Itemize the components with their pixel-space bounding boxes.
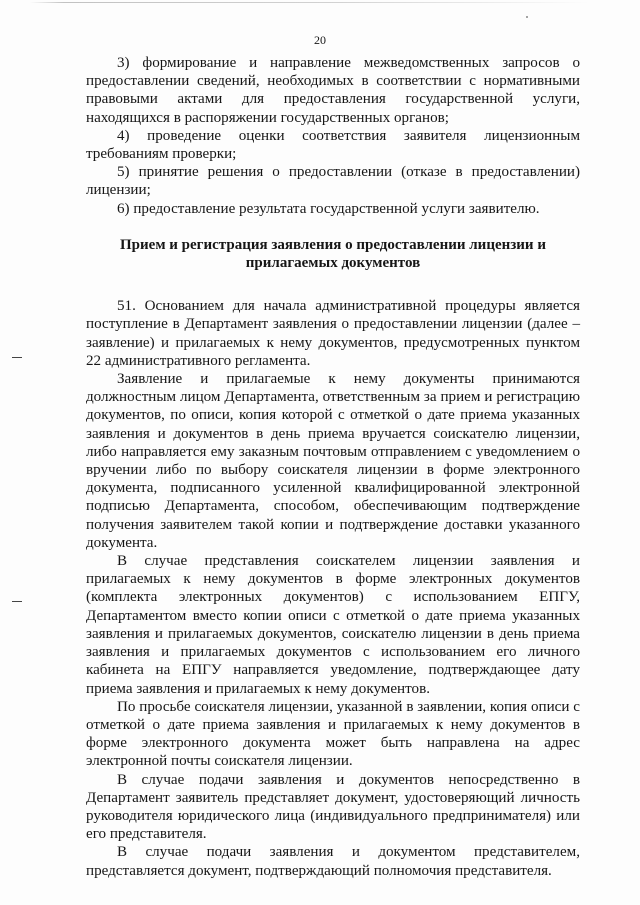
paragraph: В случае подачи заявления и документом представителем, представляется документ, подтверждающий полномочия представителя. xyxy=(86,844,580,879)
paragraph: По просьбе соискателя лицензии, указанной в заявлении, копия описи с отметкой о дате приема заявления и прилагаемых к нему документов в форме электронного документа может быть направлена на адрес электронной почты соискателя лицензии. xyxy=(86,698,580,770)
paragraph: Заявление и прилагаемые к нему документы принимаются должностным лицом Департамента, ответственным за прием и регистрацию документов, по описи, копия которой с отметкой о дате приема указанных заявления и документов в день приема вручается соискателю лицензии, либо направляется ему заказным почтовым отправлением с уведомлением о вручении либо по выбору соискателя лицензии в форме электронного документа, подписанного усиленной квалифицированной электронной подписью Департамента, способом, обеспечивающим подтверждение получения заявителем такой копии и подтверждение доставки указанного документа. xyxy=(86,371,580,551)
list-item: 5) принятие решения о предоставлении (отказе в предоставлении) лицензии; xyxy=(86,164,580,199)
margin-mark xyxy=(12,357,22,358)
paragraph: В случае подачи заявления и документов непосредственно в Департамент заявитель представляет документ, удостоверяющий личность руководителя юридического лица (индивидуального предпринимателя) или его представителя. xyxy=(86,771,580,843)
section-heading: Прием и регистрация заявления о предоставлении лицензии и прилагаемых документов xyxy=(120,236,546,272)
page-number: 20 xyxy=(314,33,326,47)
paragraph: 51. Основанием для начала административной процедуры является поступление в Департамент заявления о предоставлении лицензии (далее – заявление) и прилагаемых к нему документов, предусмотренных пунктом 22 административного регламента. xyxy=(86,298,580,369)
scan-speck xyxy=(526,16,528,18)
scan-edge-line xyxy=(30,2,590,3)
paragraph: В случае представления соискателем лицензии заявления и прилагаемых к нему документов в форме электронных документов (комплекта электронных документов) с использованием ЕПГУ, Департаментом вместо копии описи с отметкой о дате приема указанных заявления и прилагаемых документов, соискателю лицензии в день приема заявления и прилагаемых документов с использованием его личного кабинета на ЕПГУ направляется уведомление, подтверждающее дату приема заявления и прилагаемых к нему документов. xyxy=(86,553,580,697)
list-item: 4) проведение оценки соответствия заявителя лицензионным требованиям проверки; xyxy=(86,127,580,163)
margin-mark xyxy=(12,601,22,602)
list-item: 6) предоставление результата государственной услуги заявителю. xyxy=(117,200,540,217)
document-body xyxy=(86,54,580,880)
list-item: 3) формирование и направление межведомственных запросов о предоставлении сведений, необходимых в соответствии с нормативными правовыми актами для предоставления государственной услуги, находящихся в распоряжении государственных органов; xyxy=(86,55,580,126)
